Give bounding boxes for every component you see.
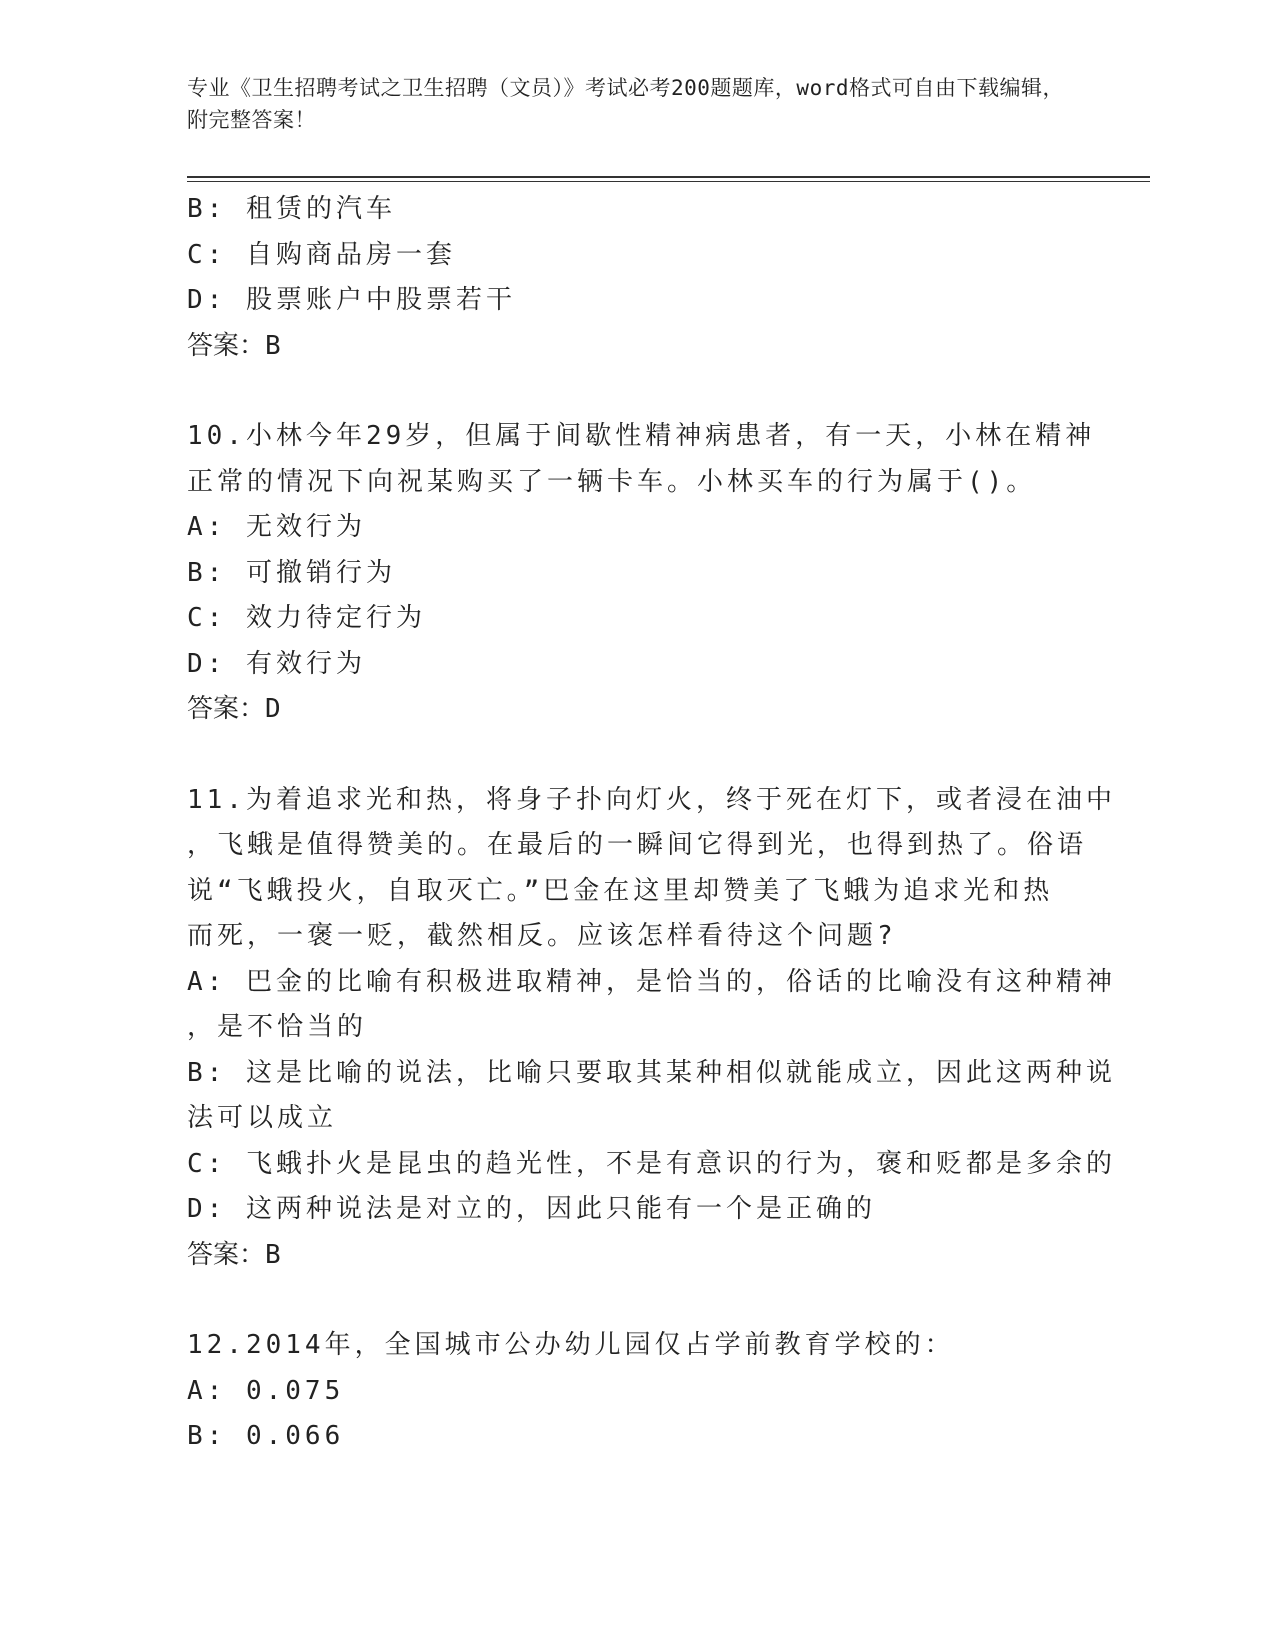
option-line: 法可以成立 xyxy=(187,1103,338,1133)
answer-value: B xyxy=(265,1239,281,1270)
answer-line xyxy=(187,1233,1087,1279)
option-line: B: 这是比喻的说法，比喻只要取其某种相似就能成立，因此这两种说 xyxy=(187,1057,1116,1088)
question-block xyxy=(187,187,1087,369)
option-line: A: 0.075 xyxy=(187,1375,345,1406)
answer-label: 答案： xyxy=(187,1239,266,1270)
option-line: A: 无效行为 xyxy=(187,512,366,542)
option-line: C: 飞蛾扑火是昆虫的趋光性，不是有意识的行为，褒和贬都是多余的 xyxy=(187,1148,1116,1179)
answer-value: B xyxy=(265,330,281,361)
option-line: B: 0.066 xyxy=(187,1421,345,1451)
question-text-line: 11.为着追求光和热，将身子扑向灯火，终于死在灯下，或者浸在油中 xyxy=(187,784,1116,815)
option-line: B: 租赁的汽车 xyxy=(187,194,396,224)
page-header: 专业《卫生招聘考试之卫生招聘（文员）》考试必考200题题库，word格式可自由下载编辑，附完整答案！ xyxy=(187,76,1064,132)
option-line: B: 可撤销行为 xyxy=(187,557,396,588)
question-text-line: ，飞蛾是值得赞美的。在最后的一瞬间它得到光，也得到热了。俗语 xyxy=(187,830,1088,860)
question-block xyxy=(187,1323,1087,1460)
answer-line xyxy=(187,687,1087,733)
question-text-line: 说“飞蛾投火，自取灭亡。”巴金在这里却赞美了飞蛾为追求光和热 xyxy=(187,875,1054,906)
option-line: D: 这两种说法是对立的，因此只能有一个是正确的 xyxy=(187,1194,876,1224)
header-divider-thick xyxy=(187,176,1150,178)
question-text-line: 10.小林今年29岁，但属于间歇性精神病患者，有一天，小林在精神 xyxy=(187,421,1096,451)
answer-label: 答案： xyxy=(187,330,266,361)
answer-line xyxy=(187,324,1087,370)
option-line: A: 巴金的比喻有积极进取精神，是恰当的，俗话的比喻没有这种精神 xyxy=(187,966,1116,997)
option-line: D: 股票账户中股票若干 xyxy=(187,285,516,315)
header-divider-thin xyxy=(187,181,1150,182)
option-line: C: 自购商品房一套 xyxy=(187,239,456,270)
answer-value: D xyxy=(265,694,281,724)
question-block xyxy=(187,778,1116,1279)
question-block xyxy=(187,414,1096,733)
question-text-line: 正常的情况下向祝某购买了一辆卡车。小林买车的行为属于()。 xyxy=(187,466,1037,497)
question-text-line: 12.2014年，全国城市公办幼儿园仅占学前教育学校的： xyxy=(187,1330,955,1360)
option-line: ，是不恰当的 xyxy=(187,1012,368,1042)
option-line: C: 效力待定行为 xyxy=(187,603,426,633)
answer-label: 答案： xyxy=(187,694,266,724)
question-content xyxy=(187,187,1116,1460)
option-line: D: 有效行为 xyxy=(187,648,366,679)
question-text-line: 而死，一褒一贬，截然相反。应该怎样看待这个问题? xyxy=(187,921,897,951)
